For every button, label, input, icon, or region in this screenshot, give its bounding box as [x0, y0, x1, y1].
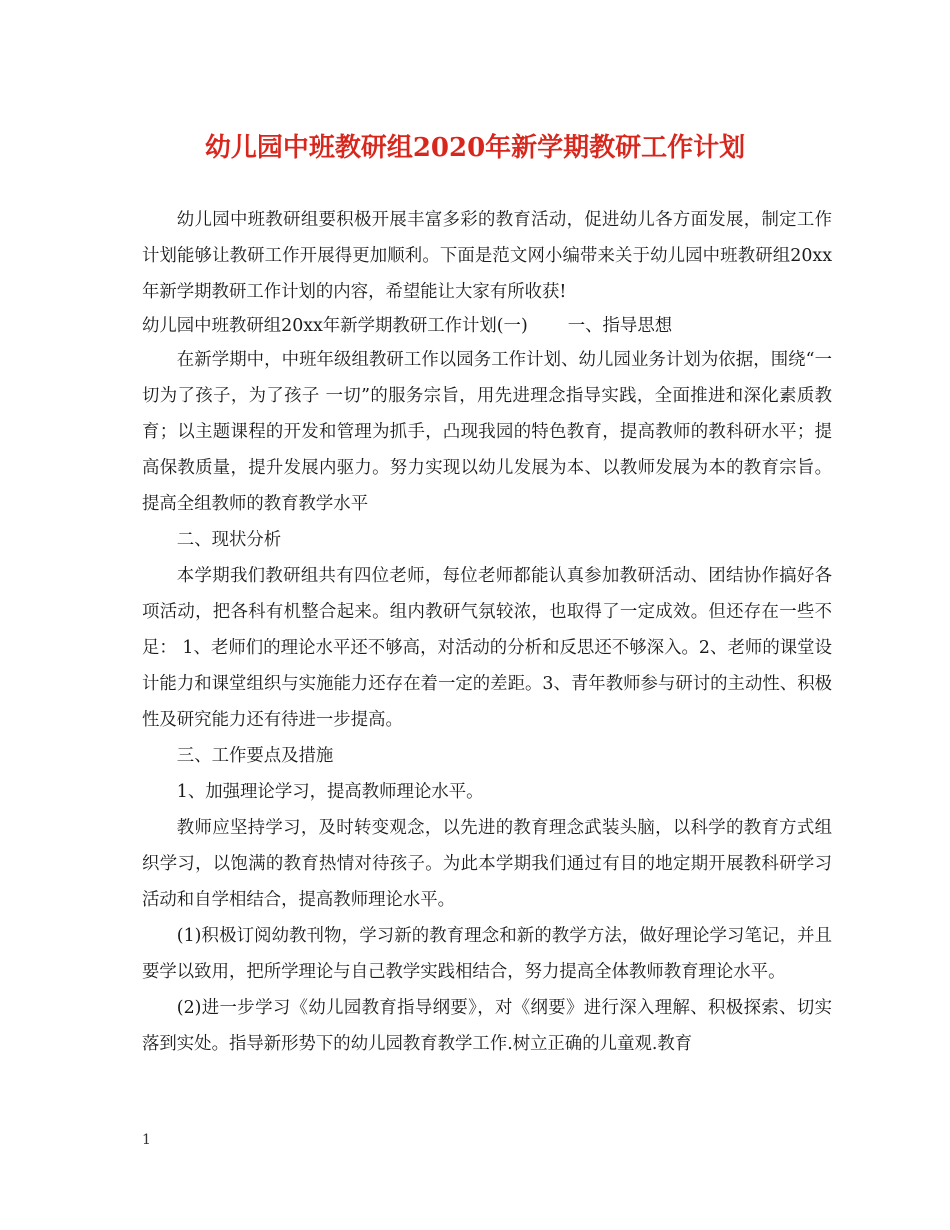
- subtitle-line: [142, 310, 832, 342]
- document-title: 幼儿园中班教研组2020年新学期教研工作计划: [204, 133, 746, 163]
- section-heading-measures: 三、工作要点及措施: [176, 746, 334, 766]
- item2-paragraph: (2)进一步学习《幼儿园教育指导纲要》，对《纲要》进行深入理解、积极探索、切实落到实处。指导新形势下的幼儿园教育教学工作.树立正确的儿童观.教育: [142, 998, 832, 1054]
- status-paragraph: 本学期我们教研组共有四位老师，每位老师都能认真参加教研活动、团结协作搞好各项活动，把各科有机整合起来。组内教研气氛较浓，也取得了一定成效。但还存在一些不足： 1、老师们的理论水平还不够高，对活动的分析和反思还不够深入。2、老师的课堂设计能力和课堂组织与实施能力还存在着一定的差距。3、青年教师参与研讨的主动性、积极性及研究能力还有待进一步提高。: [142, 566, 832, 730]
- section-heading-status: 二、现状分析: [176, 530, 282, 550]
- page-number: 1: [142, 1132, 151, 1148]
- guiding-paragraph: 在新学期中，中班年级组教研工作以园务工作计划、幼儿园业务计划为依据，围绕“一切为了孩子，为了孩子 一切”的服务宗旨，用先进理念指导实践，全面推进和深化素质教育；以主题课程的开发和管理为抓手，凸现我园的特色教育，提高教师的教科研水平；提高保教质量，提升发展内驱力。努力实现以幼儿发展为本、以教师发展为本的教育宗旨。提高全组教师的教育教学水平: [142, 350, 832, 514]
- item1-paragraph: (1)积极订阅幼教刊物，学习新的教育理念和新的教学方法，做好理论学习笔记，并且要学以致用，把所学理论与自己教学实践相结合，努力提高全体教师教育理论水平。: [142, 926, 832, 982]
- document-body: [142, 202, 832, 1062]
- subtitle-text: 幼儿园中班教研组20xx年新学期教研工作计划(一): [142, 316, 528, 336]
- section-heading-guiding: 一、指导思想: [567, 316, 673, 336]
- measure1-paragraph: 教师应坚持学习，及时转变观念，以先进的教育理念武装头脑，以科学的教育方式组织学习，以饱满的教育热情对待孩子。为此本学期我们通过有目的地定期开展教科研学习活动和自学相结合，提高教师理论水平。: [142, 818, 832, 910]
- intro-paragraph: 幼儿园中班教研组要积极开展丰富多彩的教育活动，促进幼儿各方面发展，制定工作计划能够让教研工作开展得更加顺利。下面是范文网小编带来关于幼儿园中班教研组20xx年新学期教研工作计划的内容，希望能让大家有所收获!: [142, 210, 832, 302]
- measure1-heading: 1、加强理论学习，提高教师理论水平。: [176, 782, 484, 802]
